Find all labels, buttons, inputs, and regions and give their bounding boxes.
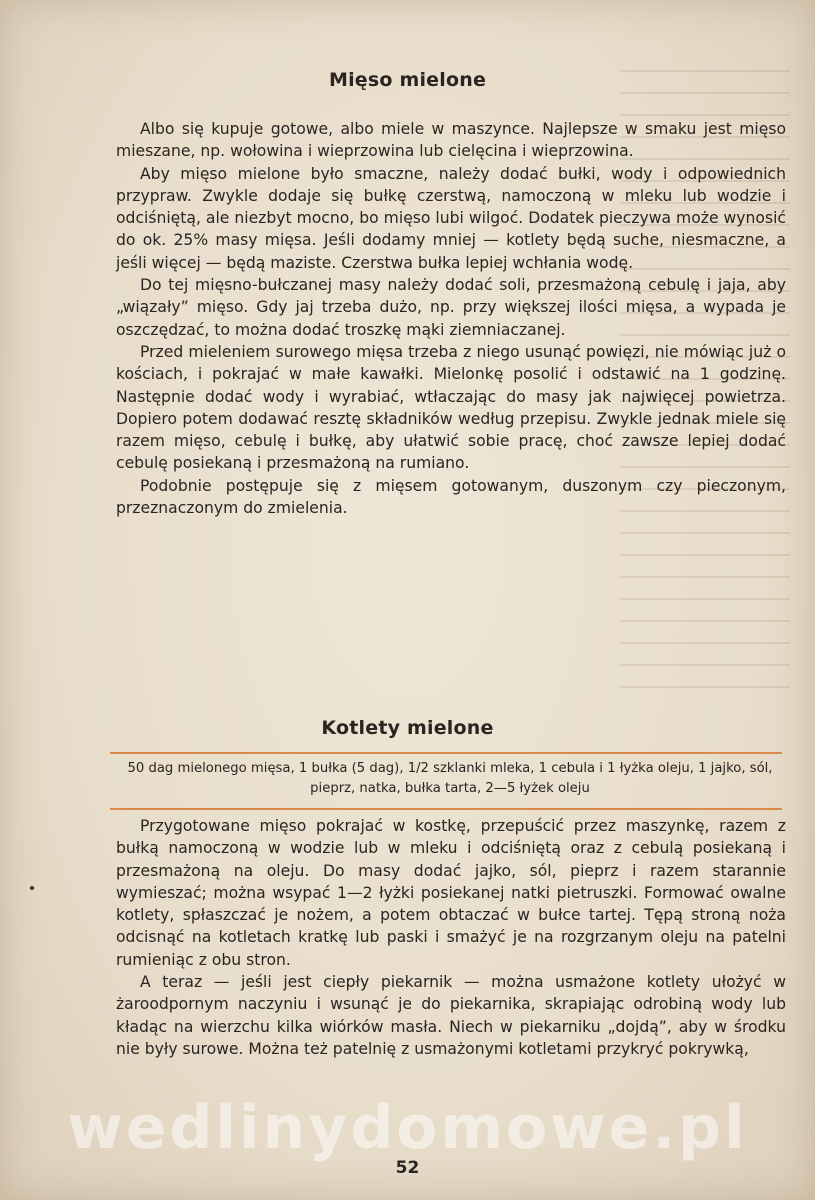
- paragraph: Albo się kupuje gotowe, albo miele w maszynce. Najlepsze w smaku jest mięso mieszane, np. wołowina i wieprzowina lub cielęcina i wieprzowina.: [116, 120, 786, 161]
- ingredients-bottom-rule: [110, 808, 782, 810]
- section-body-mieso-mielone: [116, 118, 786, 519]
- paragraph: Aby mięso mielone było smaczne, należy dodać bułki, wody i odpowiednich przypraw. Zwykle dodaje się bułkę czerstwą, namoczoną w mleku lub wodzie i odciśniętą, ale niezbyt mocno, bo mięso lubi wilgoć. Dodatek pieczywa może wynosić do ok. 25% masy mięsa. Jeśli dodamy mniej — kotlety będą suche, niesmaczne, a jeśli więcej — będą maziste. Czerstwa bułka lepiej wchłania wodę.: [116, 164, 786, 272]
- ink-speck: [30, 886, 34, 890]
- paragraph: Przygotowane mięso pokrajać w kostkę, przepuścić przez maszynkę, razem z bułką namoczoną w wodzie lub w mleku i odciśniętą oraz z cebulą posiekaną i przesmażoną na oleju. Do masy dodać jajko, sól, pieprz i razem starannie wymieszać; można wsypać 1—2 łyżki posiekanej natki pietruszki. Formować owalne kotlety, spłaszczać je nożem, a potem obtaczać w bułce tartej. Tępą stroną noża odcisnąć na kotletach kratkę lub paski i smażyć je na rozgrzanym oleju na patelni rumieniąc z obu stron.: [116, 817, 786, 969]
- section-title-mieso-mielone: Mięso mielone: [328, 69, 487, 91]
- section-title-kotlety-mielone: Kotlety mielone: [321, 717, 494, 739]
- paragraph: Przed mieleniem surowego mięsa trzeba z niego usunąć powięzi, nie mówiąc już o kościach, i pokrajać w małe kawałki. Mielonkę posolić i odstawić na 1 godzinę. Następnie dodać wody i wyrabiać, wtłaczając do masy jak najwięcej powietrza. Dopiero potem dodawać resztę składników według przepisu. Zwykle jednak miele się razem mięso, cebulę i bułkę, aby ułatwić sobie pracę, choć zawsze lepiej dodać cebulę posiekaną i przesmażoną na rumiano.: [116, 342, 786, 473]
- paragraph: Do tej mięsno-bułczanej masy należy dodać soli, przesmażoną cebulę i jaja, aby „wiązały” mięso. Gdy jaj trzeba dużo, np. przy większej ilości mięsa, a wypada je oszczędzać, to można dodać troszkę mąki ziemniaczanej.: [116, 276, 786, 339]
- paragraph: Podobnie postępuje się z mięsem gotowanym, duszonym czy pieczonym, przeznaczonym do zmielenia.: [116, 476, 786, 518]
- page-number: 52: [395, 1158, 420, 1178]
- section-body-kotlety-mielone: [116, 815, 786, 1060]
- paragraph: A teraz — jeśli jest ciepły piekarnik — można usmażone kotlety ułożyć w żaroodpornym naczyniu i wsunąć je do piekarnika, skrapiając odrobiną wody lub kładąc na wierzchu kilka wiórków masła. Niech w piekarniku „dojdą”, aby w środku nie były surowe. Można też patelnię z usmażonymi kotletami przykryć pokrywką,: [116, 973, 786, 1058]
- watermark: wedlinydomowe.pl: [67, 1093, 748, 1163]
- ingredients-top-rule: [110, 752, 782, 754]
- ingredients-list: 50 dag mielonego mięsa, 1 bułka (5 dag), 1/2 szklanki mleka, 1 cebula i 1 łyżka oleju, 1 jajko, sól, pieprz, natka, bułka tarta, 2—5 łyżek oleju: [127, 761, 773, 796]
